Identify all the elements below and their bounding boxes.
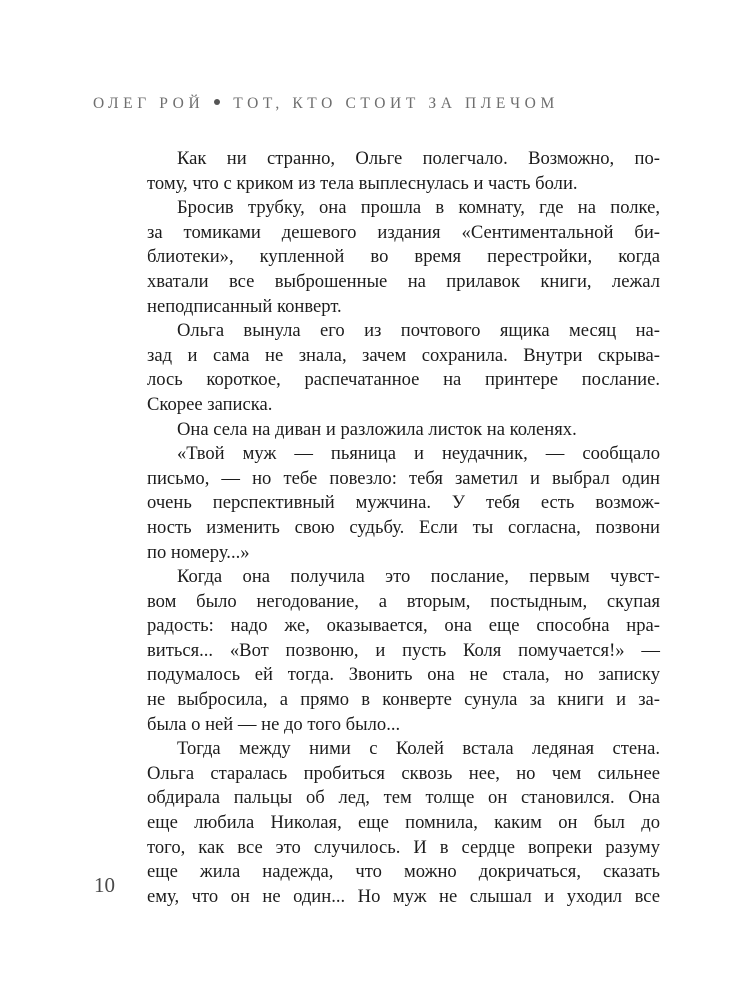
text-line: тому, что с криком из тела выплеснулась и часть боли. <box>147 172 578 194</box>
text-line: была о ней — не до того было... <box>147 713 401 735</box>
running-head <box>93 95 559 113</box>
page-number: 10 <box>94 873 115 897</box>
text-line: Скорее записка. <box>147 393 273 415</box>
text-line: Тогда между ними с Колей встала ледяная стена. <box>177 738 660 760</box>
text-line: еще любила Николая, еще помнила, каким он был до <box>147 812 660 834</box>
text-line: подумалось ей тогда. Звонить она не стала, но записку <box>147 664 660 686</box>
running-head-author: ОЛЕГ РОЙ <box>93 95 205 112</box>
text-line: Как ни странно, Ольге полегчало. Возможно, по- <box>177 148 660 169</box>
text-line: вом было негодование, а вторым, постыдным, скупая <box>147 590 660 612</box>
text-line: еще жила надежда, что можно докричаться, сказать <box>147 861 660 883</box>
text-line: того, как все это случилось. И в сердце вопреки разуму <box>147 836 660 858</box>
text-line: «Твой муж — пьяница и неудачник, — сообщало <box>177 443 660 465</box>
text-line: неподписанный конверт. <box>147 295 342 317</box>
text-line: зад и сама не знала, зачем сохранила. Внутри скрыва- <box>147 344 660 366</box>
text-line: блиотеки», купленной во время перестройки, когда <box>147 246 660 268</box>
text-line: хватали все выброшенные на прилавок книги, лежал <box>147 270 660 292</box>
text-line: Бросив трубку, она прошла в комнату, где на полке, <box>177 197 660 219</box>
text-line: по номеру...» <box>147 541 250 563</box>
text-line: ность изменить свою судьбу. Если ты согласна, позвони <box>147 516 660 538</box>
text-line: лось короткое, распечатанное на принтере послание. <box>147 369 660 391</box>
text-line: Ольга старалась пробиться сквозь нее, но чем сильнее <box>147 762 660 784</box>
text-line: не выбросила, а прямо в конверте сунула за книги и за- <box>147 689 660 711</box>
text-line: Ольга вынула его из почтового ящика месяц на- <box>177 320 660 342</box>
text-line: за томиками дешевого издания «Сентиментальной би- <box>147 221 660 243</box>
bullet-separator-icon <box>214 99 220 105</box>
text-line: ему, что он не один... Но муж не слышал и уходил все <box>147 885 660 907</box>
text-line: радость: надо же, оказывается, она еще способна нра- <box>147 615 660 637</box>
text-line: очень перспективный мужчина. У тебя есть возмож- <box>147 492 660 514</box>
text-line: виться... «Вот позвоню, и пусть Коля помучается!» — <box>147 639 660 661</box>
text-line: Она села на диван и разложила листок на коленях. <box>177 418 577 440</box>
body-text <box>147 147 660 909</box>
text-line: обдирала пальцы об лед, тем толще он становился. Она <box>147 787 660 809</box>
text-line: письмо, — но тебе повезло: тебя заметил и выбрал один <box>147 467 660 489</box>
text-line: Когда она получила это послание, первым чувст- <box>177 566 660 588</box>
running-head-title: ТОТ, КТО СТОИТ ЗА ПЛЕЧОМ <box>233 95 559 112</box>
